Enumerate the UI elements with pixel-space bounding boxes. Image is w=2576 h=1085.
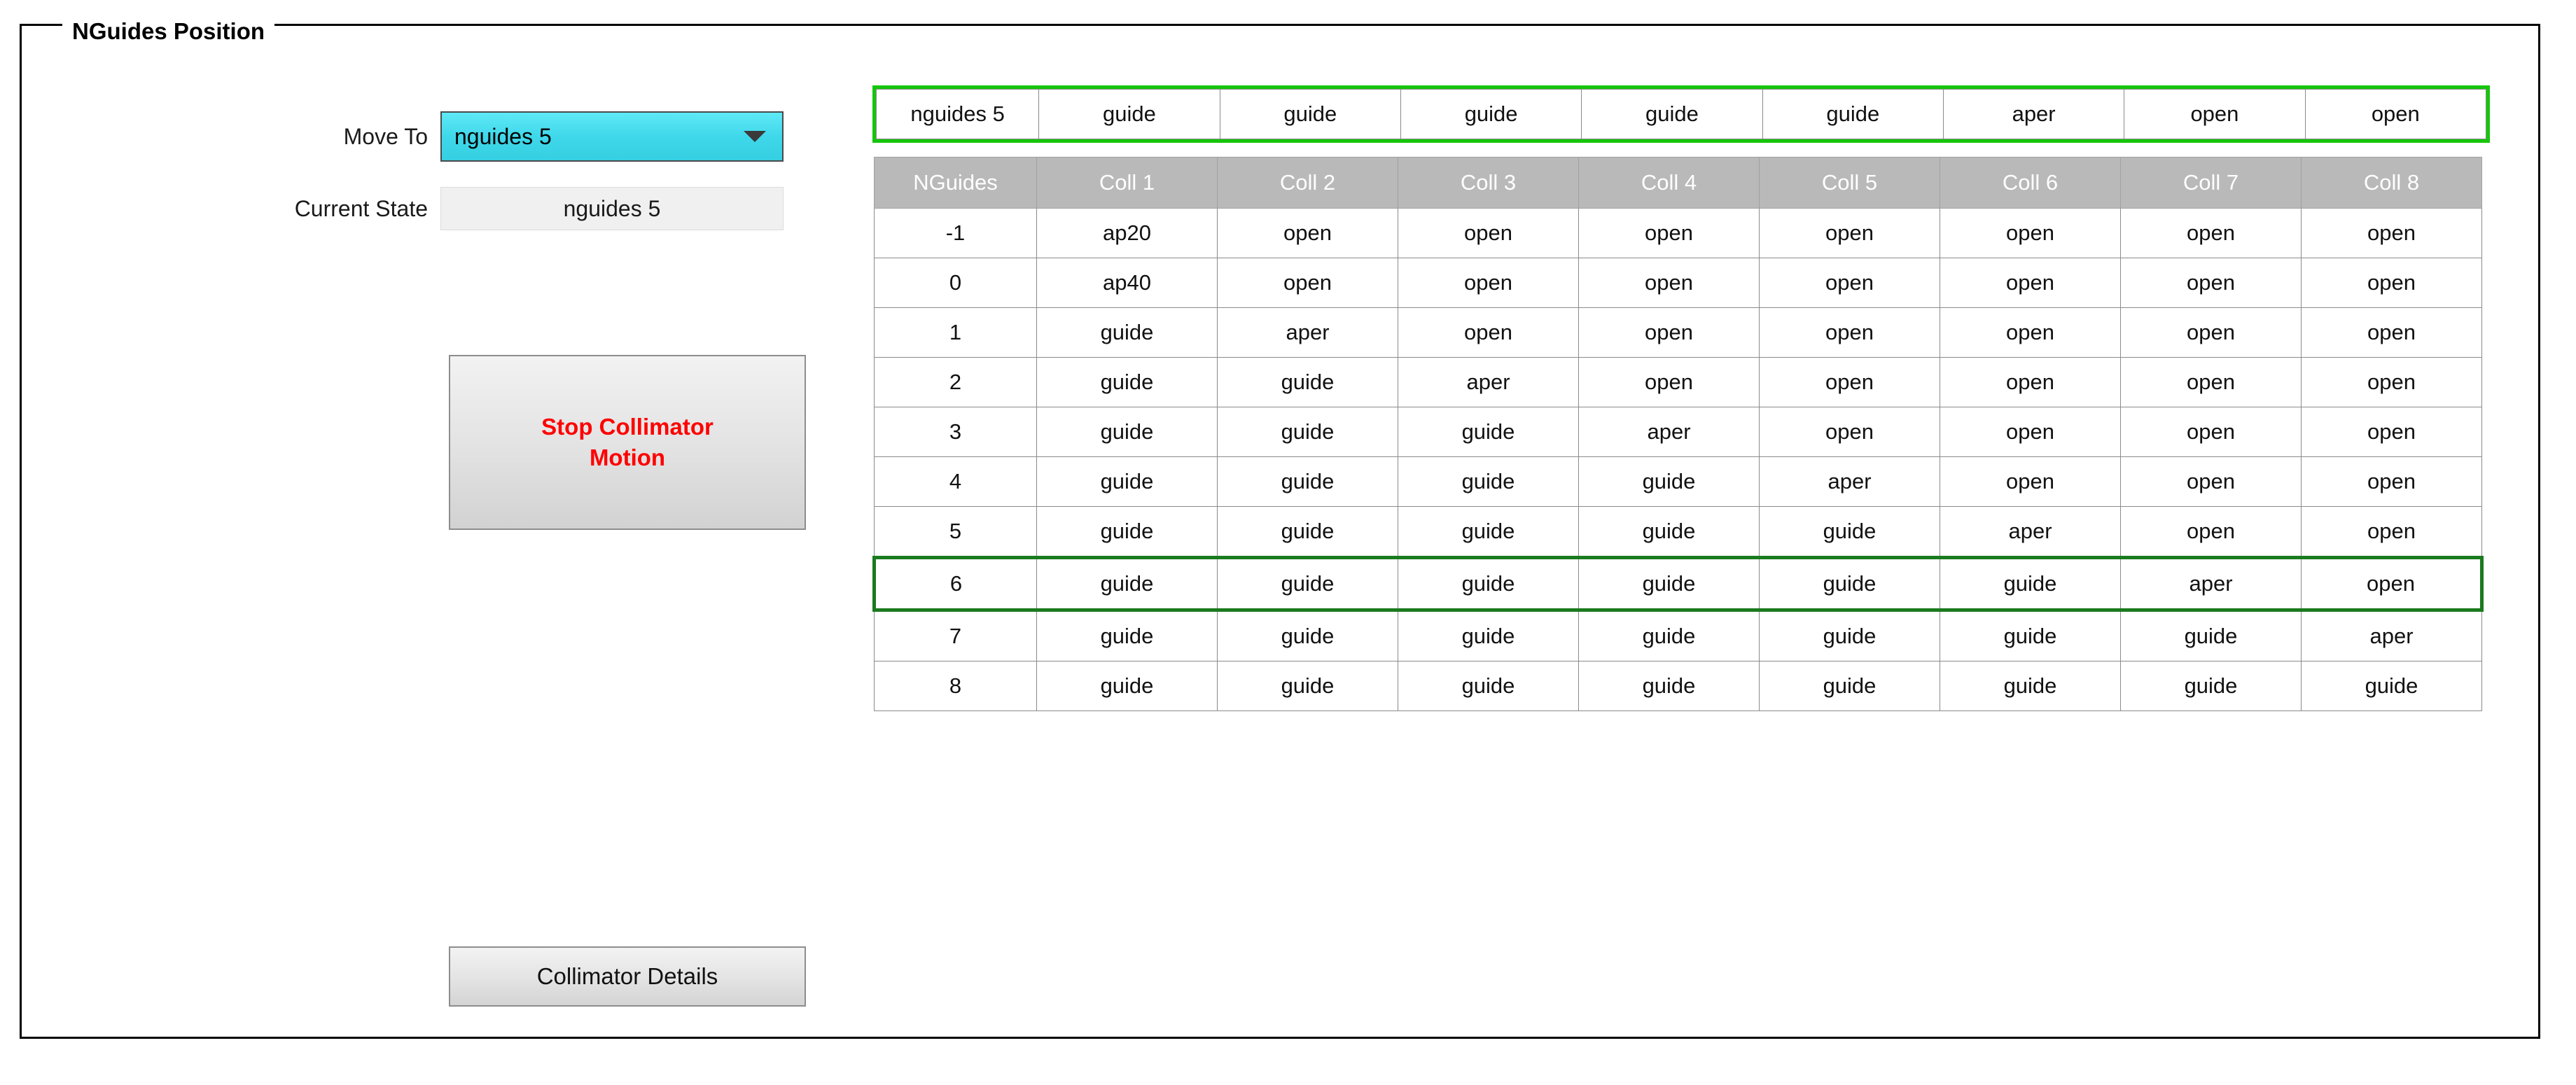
cell-coll-6: open bbox=[1940, 209, 2121, 258]
cell-coll-4: guide bbox=[1579, 507, 1760, 558]
row-index-cell: 0 bbox=[875, 258, 1037, 308]
row-index-cell: 5 bbox=[875, 507, 1037, 558]
cell-coll-6: aper bbox=[1940, 507, 2121, 558]
stop-button-line2: Motion bbox=[589, 444, 666, 470]
cell-coll-3: guide bbox=[1398, 610, 1579, 662]
column-header-3: Coll 3 bbox=[1398, 158, 1579, 209]
cell-coll-8: open bbox=[2302, 308, 2482, 358]
cell-coll-7: open bbox=[2121, 209, 2302, 258]
column-header-7: Coll 7 bbox=[2121, 158, 2302, 209]
cell-coll-5: guide bbox=[1760, 558, 1940, 610]
table-row[interactable] bbox=[875, 507, 2482, 558]
cell-coll-6: open bbox=[1940, 457, 2121, 507]
cell-coll-8: open bbox=[2302, 209, 2482, 258]
cell-coll-1: ap20 bbox=[1037, 209, 1218, 258]
cell-coll-6: open bbox=[1940, 308, 2121, 358]
table-row[interactable] bbox=[875, 258, 2482, 308]
cell-coll-4: guide bbox=[1579, 457, 1760, 507]
stop-button-line1: Stop Collimator bbox=[541, 414, 713, 440]
cell-coll-7: open bbox=[2121, 457, 2302, 507]
table-row[interactable] bbox=[875, 558, 2482, 610]
summary-cell-coll-3: guide bbox=[1400, 90, 1581, 139]
controls-panel bbox=[22, 68, 813, 1034]
cell-coll-3: open bbox=[1398, 258, 1579, 308]
row-index-cell: 1 bbox=[875, 308, 1037, 358]
cell-coll-2: guide bbox=[1218, 457, 1398, 507]
cell-coll-4: guide bbox=[1579, 610, 1760, 662]
cell-coll-1: guide bbox=[1037, 308, 1218, 358]
current-state-value: nguides 5 bbox=[440, 187, 784, 230]
cell-coll-5: guide bbox=[1760, 662, 1940, 711]
row-index-cell: 6 bbox=[875, 558, 1037, 610]
summary-table bbox=[876, 89, 2486, 139]
cell-coll-1: guide bbox=[1037, 407, 1218, 457]
collimator-table-area bbox=[872, 85, 2500, 711]
column-header-1: Coll 1 bbox=[1037, 158, 1218, 209]
cell-coll-7: open bbox=[2121, 258, 2302, 308]
summary-cell-coll-2: guide bbox=[1220, 90, 1400, 139]
cell-coll-1: guide bbox=[1037, 507, 1218, 558]
row-index-cell: 2 bbox=[875, 358, 1037, 407]
row-index-cell: 7 bbox=[875, 610, 1037, 662]
summary-cell-coll-4: guide bbox=[1582, 90, 1762, 139]
cell-coll-7: open bbox=[2121, 407, 2302, 457]
cell-coll-8: open bbox=[2302, 358, 2482, 407]
cell-coll-7: guide bbox=[2121, 610, 2302, 662]
row-index-cell: -1 bbox=[875, 209, 1037, 258]
cell-coll-7: guide bbox=[2121, 662, 2302, 711]
cell-coll-6: guide bbox=[1940, 558, 2121, 610]
summary-cell-coll-8: open bbox=[2305, 90, 2486, 139]
cell-coll-8: aper bbox=[2302, 610, 2482, 662]
move-to-label: Move To bbox=[343, 123, 428, 149]
cell-coll-7: open bbox=[2121, 308, 2302, 358]
groupbox-title: NGuides Position bbox=[62, 19, 274, 44]
row-index-cell: 3 bbox=[875, 407, 1037, 457]
row-index-cell: 8 bbox=[875, 662, 1037, 711]
collimator-state-table bbox=[872, 157, 2484, 711]
cell-coll-5: open bbox=[1760, 209, 1940, 258]
summary-cell-coll-7: open bbox=[2124, 90, 2305, 139]
cell-coll-4: open bbox=[1579, 358, 1760, 407]
current-state-summary-strip bbox=[872, 85, 2490, 143]
cell-coll-3: aper bbox=[1398, 358, 1579, 407]
cell-coll-1: ap40 bbox=[1037, 258, 1218, 308]
cell-coll-1: guide bbox=[1037, 358, 1218, 407]
cell-coll-2: guide bbox=[1218, 407, 1398, 457]
cell-coll-8: open bbox=[2302, 407, 2482, 457]
cell-coll-5: open bbox=[1760, 308, 1940, 358]
cell-coll-3: open bbox=[1398, 308, 1579, 358]
cell-coll-8: open bbox=[2302, 507, 2482, 558]
cell-coll-2: open bbox=[1218, 258, 1398, 308]
summary-cell-coll-6: aper bbox=[1943, 90, 2124, 139]
cell-coll-2: aper bbox=[1218, 308, 1398, 358]
column-header-5: Coll 5 bbox=[1760, 158, 1940, 209]
column-header-6: Coll 6 bbox=[1940, 158, 2121, 209]
cell-coll-6: guide bbox=[1940, 662, 2121, 711]
column-header-0: NGuides bbox=[875, 158, 1037, 209]
cell-coll-3: guide bbox=[1398, 407, 1579, 457]
summary-cell-coll-5: guide bbox=[1762, 90, 1943, 139]
cell-coll-3: guide bbox=[1398, 662, 1579, 711]
move-to-row bbox=[22, 111, 792, 162]
table-row[interactable] bbox=[875, 358, 2482, 407]
cell-coll-7: open bbox=[2121, 507, 2302, 558]
column-header-4: Coll 4 bbox=[1579, 158, 1760, 209]
table-row[interactable] bbox=[875, 457, 2482, 507]
cell-coll-5: guide bbox=[1760, 507, 1940, 558]
cell-coll-2: guide bbox=[1218, 558, 1398, 610]
table-row[interactable] bbox=[875, 308, 2482, 358]
cell-coll-2: open bbox=[1218, 209, 1398, 258]
table-row[interactable] bbox=[875, 662, 2482, 711]
cell-coll-4: open bbox=[1579, 209, 1760, 258]
chevron-down-icon[interactable] bbox=[727, 113, 782, 160]
table-header-row bbox=[875, 158, 2482, 209]
cell-coll-3: guide bbox=[1398, 558, 1579, 610]
cell-coll-4: open bbox=[1579, 258, 1760, 308]
cell-coll-1: guide bbox=[1037, 662, 1218, 711]
cell-coll-4: aper bbox=[1579, 407, 1760, 457]
cell-coll-5: aper bbox=[1760, 457, 1940, 507]
table-row[interactable] bbox=[875, 407, 2482, 457]
cell-coll-7: aper bbox=[2121, 558, 2302, 610]
collimator-details-button[interactable]: Collimator Details bbox=[449, 946, 806, 1007]
current-state-row bbox=[22, 187, 792, 230]
cell-coll-4: guide bbox=[1579, 558, 1760, 610]
summary-row bbox=[877, 90, 2486, 139]
row-index-cell: 4 bbox=[875, 457, 1037, 507]
cell-coll-2: guide bbox=[1218, 358, 1398, 407]
cell-coll-6: open bbox=[1940, 258, 2121, 308]
summary-label: nguides 5 bbox=[877, 90, 1039, 139]
move-to-value: nguides 5 bbox=[454, 123, 552, 149]
table-row[interactable] bbox=[875, 209, 2482, 258]
cell-coll-3: open bbox=[1398, 209, 1579, 258]
cell-coll-5: open bbox=[1760, 258, 1940, 308]
cell-coll-3: guide bbox=[1398, 457, 1579, 507]
cell-coll-4: guide bbox=[1579, 662, 1760, 711]
summary-cell-coll-1: guide bbox=[1039, 90, 1220, 139]
table-row[interactable] bbox=[875, 610, 2482, 662]
cell-coll-8: guide bbox=[2302, 662, 2482, 711]
cell-coll-8: open bbox=[2302, 457, 2482, 507]
cell-coll-3: guide bbox=[1398, 507, 1579, 558]
cell-coll-2: guide bbox=[1218, 507, 1398, 558]
cell-coll-5: open bbox=[1760, 358, 1940, 407]
cell-coll-8: open bbox=[2302, 558, 2482, 610]
cell-coll-8: open bbox=[2302, 258, 2482, 308]
cell-coll-2: guide bbox=[1218, 610, 1398, 662]
cell-coll-7: open bbox=[2121, 358, 2302, 407]
cell-coll-1: guide bbox=[1037, 610, 1218, 662]
cell-coll-1: guide bbox=[1037, 558, 1218, 610]
cell-coll-6: guide bbox=[1940, 610, 2121, 662]
column-header-2: Coll 2 bbox=[1218, 158, 1398, 209]
move-to-combobox[interactable] bbox=[440, 111, 784, 162]
cell-coll-1: guide bbox=[1037, 457, 1218, 507]
cell-coll-4: open bbox=[1579, 308, 1760, 358]
cell-coll-5: guide bbox=[1760, 610, 1940, 662]
stop-collimator-motion-button[interactable] bbox=[449, 355, 806, 530]
nguides-position-groupbox bbox=[20, 18, 2540, 1039]
cell-coll-6: open bbox=[1940, 407, 2121, 457]
cell-coll-6: open bbox=[1940, 358, 2121, 407]
cell-coll-5: open bbox=[1760, 407, 1940, 457]
current-state-label: Current State bbox=[294, 195, 428, 221]
cell-coll-2: guide bbox=[1218, 662, 1398, 711]
column-header-8: Coll 8 bbox=[2302, 158, 2482, 209]
